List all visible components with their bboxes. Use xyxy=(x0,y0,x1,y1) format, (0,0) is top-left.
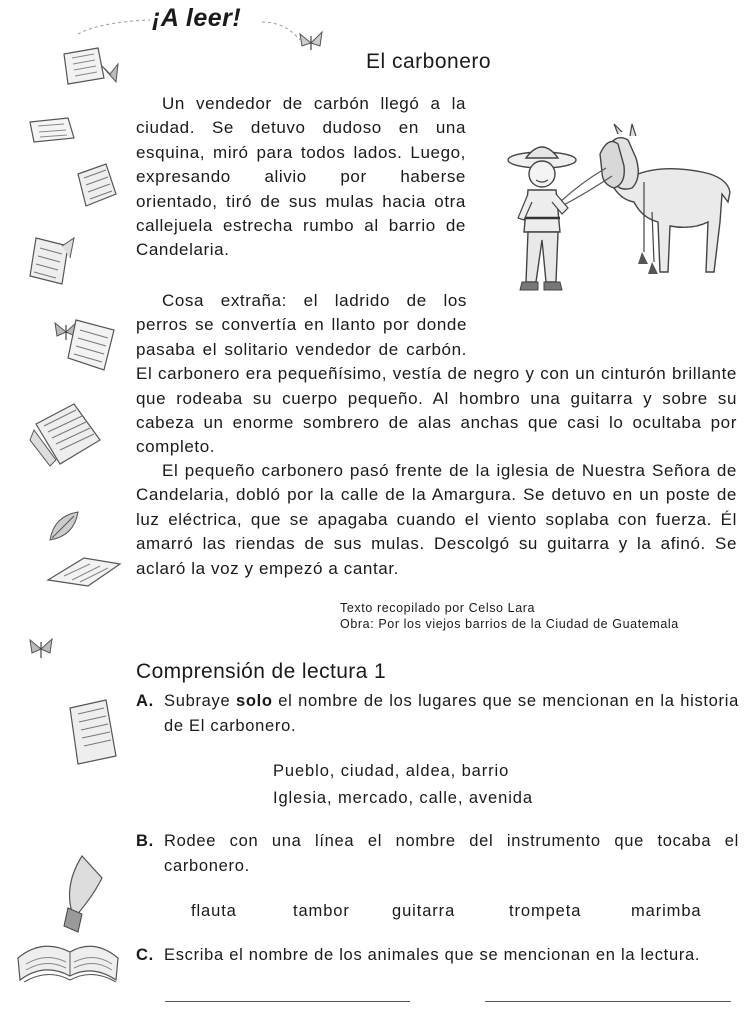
text-credit-compiler: Texto recopilado por Celso Lara xyxy=(340,601,536,615)
story-paragraph-2-text: Cosa extraña: el ladrido de los perros se convertía en llanto por donde pasaba el solitario vendedor de carbón. El carbonero era pequeñísimo, vestía de negro y con un cinturón brillante que rodeaba su cuerpo pequeño. Al hombro una guitarra y sobre su cabeza un enorme sombrero de alas anchas que casi lo ocultaba por completo. xyxy=(136,291,737,457)
flying-paper-icon xyxy=(26,114,82,146)
section-heading-a-leer: ¡A leer! xyxy=(152,4,242,32)
comprehension-title: Comprensión de lectura 1 xyxy=(136,660,387,683)
flying-paper-icon xyxy=(58,44,122,94)
instrument-option-trompeta[interactable]: trompeta xyxy=(509,902,582,920)
flying-paper-icon xyxy=(64,316,120,374)
butterfly-icon xyxy=(296,28,326,58)
text-credit-source: Obra: Por los viejos barrios de la Ciudad de Guatemala xyxy=(340,617,679,631)
question-a-bold-word: solo xyxy=(235,692,273,710)
flying-paper-icon xyxy=(44,550,124,590)
story-paragraph-3: El pequeño carbonero pasó frente de la iglesia de Nuestra Señora de Candelaria, dobló por la calle de la Amargura. Se detuvo en un poste de luz eléctrica, que se apagaba cuando el viento soplaba con fuerza. Él amarró las riendas de sus mulas. Descolgó su guitarra y la afinó. Se aclaró la voz y empezó a cantar. xyxy=(136,461,737,578)
flying-paper-icon xyxy=(26,232,82,292)
butterfly-icon xyxy=(26,634,56,664)
question-b-letter: B. xyxy=(136,832,154,850)
question-c-text: Escriba el nombre de los animales que se mencionan en la lectura. xyxy=(164,946,701,964)
answer-line-1[interactable] xyxy=(165,1001,410,1002)
instrument-option-marimba[interactable]: marimba xyxy=(631,902,702,920)
flying-paper-icon xyxy=(64,698,120,768)
flying-paper-icon xyxy=(28,400,108,470)
question-a-text xyxy=(164,689,739,739)
story-paragraph-2 xyxy=(136,289,737,460)
instrument-option-tambor[interactable]: tambor xyxy=(293,902,350,920)
question-a xyxy=(136,689,739,739)
question-c-letter: C. xyxy=(136,946,154,964)
question-a-options-row-1[interactable]: Pueblo, ciudad, aldea, barrio xyxy=(273,762,510,780)
question-a-text-start: Subraye xyxy=(164,692,236,710)
leaf-icon xyxy=(44,506,84,546)
question-b-text: Rodee con una línea el nombre del instrumento que tocaba el carbonero. xyxy=(164,832,739,875)
question-a-options-row-2[interactable]: Iglesia, mercado, calle, avenida xyxy=(273,789,533,807)
question-b xyxy=(136,829,739,879)
question-a-letter: A. xyxy=(136,692,154,710)
carbonero-with-mules-illustration xyxy=(502,122,734,312)
question-c xyxy=(136,943,739,969)
story-paragraph-1: Un vendedor de carbón llegó a la ciudad. Se detuvo dudoso en una esquina, miró para todos lados. Luego, expresando alivio por haberse orientado, tiró de sus mulas hacia otra callejuela estrecha rumbo al barrio de Candelaria. xyxy=(136,94,466,260)
flying-paper-icon xyxy=(70,160,122,212)
instrument-option-flauta[interactable]: flauta xyxy=(191,902,237,920)
illustration-wrap-spacer xyxy=(467,289,737,338)
answer-line-2[interactable] xyxy=(485,1001,731,1002)
open-book-icon xyxy=(12,848,122,998)
instrument-option-guitarra[interactable]: guitarra xyxy=(392,902,456,920)
question-a-text-end: el nombre de los lugares que se mencionan en la historia de El carbonero. xyxy=(164,692,739,735)
story-title: El carbonero xyxy=(366,50,492,73)
